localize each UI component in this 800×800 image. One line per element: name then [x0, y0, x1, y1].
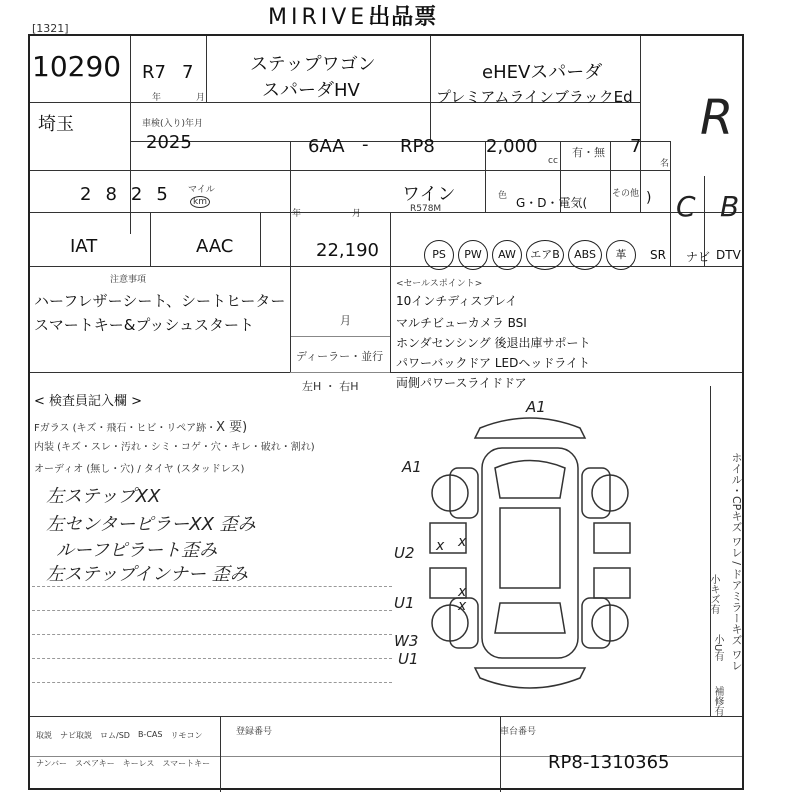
era-label: 年 — [152, 93, 162, 103]
equip-airbag: エアB — [526, 240, 564, 270]
doc-title — [268, 0, 437, 31]
month: 7 — [182, 62, 194, 83]
year-era: R7 — [142, 62, 166, 83]
grade-1: eHEVスパーダ — [482, 62, 603, 83]
feature-line-2: スマートキー&プッシュスタート — [34, 316, 255, 334]
color: ワイン — [402, 184, 456, 205]
mark-left-2: U2 — [394, 544, 415, 562]
legend-small-scratch: 小キズ有 — [708, 574, 719, 614]
note-2: 左センターピラーXX 歪み — [46, 514, 256, 535]
note-3: ルーフピラート歪み — [56, 540, 218, 561]
sales-label: <セールスポイント> — [396, 279, 483, 289]
sales-line-3: ホンダセンシング 後退出庫サポート — [396, 336, 591, 350]
car-name-2: スパーダHV — [262, 80, 360, 101]
score-interior: C — [676, 190, 696, 223]
feature-line-1: ハーフレザーシート、シートヒーター — [34, 292, 286, 310]
x-mark-3: x — [458, 584, 467, 600]
lot-code: [1321] — [32, 22, 69, 35]
equip-dtv: DTV — [716, 248, 741, 262]
aircon: AAC — [196, 236, 234, 257]
audio-line: オーディオ (無し・穴) / タイヤ (スタッドレス) — [34, 464, 245, 475]
ac-type: 有・無 — [572, 146, 605, 159]
dealer-label: ディーラー・並行 — [296, 350, 384, 363]
legend-repair: 補修有 — [712, 686, 723, 716]
features-label: 注意事項 — [110, 275, 147, 285]
sales-line-5: 両側パワースライドドア — [396, 376, 527, 390]
mileage-km: km — [190, 196, 210, 208]
equip-ps: PS — [424, 240, 454, 270]
note-1: 左ステップXX — [46, 486, 161, 507]
x-mark-4: x — [458, 598, 467, 614]
seats-label: 名 — [660, 159, 670, 169]
legend-small-u: 小U有 — [712, 634, 723, 662]
footer-cols2: ナンバー スペアキー キーレス スマートキー — [36, 759, 211, 768]
displacement: 2,000 — [486, 136, 538, 157]
equip-sr: SR — [650, 248, 666, 262]
equip-abs: ABS — [568, 240, 602, 270]
recall-label: 月 — [340, 314, 351, 327]
fuel-label: 色 — [498, 191, 508, 201]
chassis-number: RP8-1310365 — [548, 752, 670, 773]
chassis-label: 車台番号 — [500, 727, 537, 737]
color-year-label: 年 — [292, 209, 302, 219]
grade-mark: R — [700, 90, 734, 146]
car-name-1: ステップワゴン — [250, 54, 376, 75]
doc-type: 出品票 — [368, 5, 438, 30]
inspection-year: 2025 — [146, 132, 192, 153]
steering: 左H ・ 右H — [302, 380, 359, 393]
legend-vertical: ホイル・CPキズ ワレ / ドアミラーキズ ワレ — [730, 452, 743, 672]
grade-2: プレミアムラインブラックEd — [436, 88, 633, 106]
region: 埼玉 — [38, 114, 74, 135]
model-code: RP8 — [400, 136, 435, 157]
brand-name: MIRIVE — [268, 5, 369, 30]
score-exterior: B — [720, 190, 740, 223]
sales-line-2: マルチビューカメラ BSI — [396, 316, 527, 330]
transmission: IAT — [70, 236, 98, 257]
color-code: R578M — [410, 204, 442, 214]
equip-aw: AW — [492, 240, 522, 270]
lot-number: 10290 — [32, 50, 122, 83]
inspector-label: < 検査員記入欄 > — [34, 394, 143, 409]
mileage-unit: マイル — [188, 185, 215, 195]
model-prefix: 6AA — [308, 136, 345, 157]
mileage: 2825 — [80, 184, 182, 205]
fuel-close: ) — [646, 190, 652, 206]
note-4: 左ステップインナー 歪み — [46, 564, 248, 585]
model-dash: - — [362, 134, 369, 155]
mark-top: A1 — [526, 398, 546, 416]
mark-left-3: U1 — [394, 594, 415, 612]
color-month-label: 月 — [352, 209, 362, 219]
equip-leather: 革 — [606, 240, 636, 270]
inspection-label: 車検(入り)年月 — [142, 119, 204, 129]
mark-left-4: W3 — [394, 632, 419, 650]
month-label: 月 — [196, 93, 206, 103]
fuel-other: その他 — [612, 189, 640, 199]
odometer: 22,190 — [316, 240, 379, 261]
x-mark-1: x — [458, 534, 467, 550]
cc-label: cc — [548, 156, 558, 166]
mark-left-1: A1 — [402, 458, 422, 476]
sales-line-4: パワーバックドア LEDヘッドライト — [396, 356, 591, 370]
seats: 7 — [630, 136, 642, 157]
x-mark-2: x — [436, 538, 445, 554]
interior-line: 内装 (キズ・スレ・汚れ・シミ・コゲ・穴・キレ・破れ・割れ) — [34, 442, 315, 453]
reg-label: 登録番号 — [236, 727, 273, 737]
equip-navi: ナビ — [686, 250, 711, 264]
car-diagram — [420, 408, 640, 708]
fuel-options: G・D・電気( — [516, 196, 588, 210]
glass-line: Fガラス (キズ・飛石・ヒビ・リペア跡・X 要) — [34, 420, 248, 435]
mark-left-5: U1 — [398, 650, 419, 668]
equip-pw: PW — [458, 240, 488, 270]
footer-cols: 取説 ナビ取説 ロム/SD B-CAS リモコン — [36, 730, 203, 740]
sales-line-1: 10インチディスプレイ — [396, 294, 518, 308]
